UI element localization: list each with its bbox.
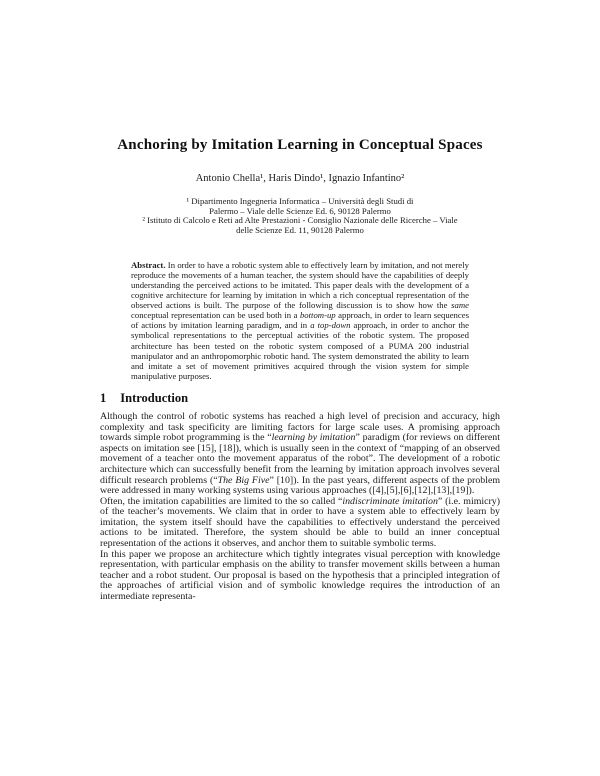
text-segment-italic: bottom-up — [299, 310, 336, 321]
affiliation-line: delle Scienze Ed. 11, 90128 Palermo — [236, 225, 364, 236]
text-segment: ” paradigm (for reviews on different aspects on imitation see [15], [18]), which is usually seen in the context of “mapping of an observed movement of a teacher onto the movement apparatus of the robot”. The development of a robotic architecture which can successfully benefit from the learning by imitation approach involves several difficult research problems (“ — [100, 432, 500, 486]
affiliation-line: ¹ Dipartimento Ingegneria Informatica – Università degli Studi di — [186, 196, 414, 206]
affiliation-line: Palermo – Viale delle Scienze Ed. 6, 90128 Palermo — [209, 205, 391, 216]
abstract-label: Abstract. — [131, 259, 166, 270]
intro-paragraph-2 — [100, 497, 500, 550]
intro-paragraph-1 — [100, 412, 500, 497]
text-segment: approach, in order to learn sequences of actions by imitation learning paradigm, and in — [131, 310, 469, 331]
abstract-block — [131, 260, 469, 381]
text-segment: Although the control of robotic systems has reached a high level of precision and accuracy, high complexity and task specificity are limiting factors for large scale uses. A promising approach towards simple robot programming is the “ — [100, 410, 500, 444]
section-heading-introduction — [100, 391, 500, 406]
text-segment: In this paper we propose an architecture which tightly integrates visual perception with knowledge representation, with particular emphasis on the ability to transfer movement skills between a human teacher and a robot student. Our proposal is based on the hypothesis that a principled integration of the approaches of artificial vision and of symbolic knowledge requires the introduction of an intermediate representa- — [100, 548, 500, 603]
authors-line: Antonio Chella¹, Haris Dindo¹, Ignazio Infantino² — [195, 173, 405, 184]
affiliations-block — [100, 197, 500, 236]
text-segment-italic: a top-down — [310, 320, 351, 331]
affiliation-line: ² Istituto di Calcolo e Reti ad Alte Prestazioni - Consiglio Nazionale delle Ricerche – Viale — [142, 215, 458, 226]
text-segment-italic: The Big Five — [217, 474, 270, 486]
text-segment: In order to have a robotic system able to effectively learn by imitation, and not merely reproduce the movements of a human teacher, the system should have the capabilities of deeply understanding the perceived actions to be imitated. This paper deals with the development of a cognitive architecture for learning by imitation in which a rich conceptual representation of the observed actions is built. The purpose of the following discussion is to show how the — [131, 259, 469, 311]
text-segment-italic: same — [451, 300, 469, 311]
intro-paragraph-3 — [100, 550, 500, 603]
section-title: Introduction — [120, 390, 189, 405]
text-segment: Often, the imitation capabilities are limited to the so called “ — [100, 495, 343, 507]
section-number: 1 — [100, 390, 107, 405]
text-segment-italic: indiscriminate imitation — [342, 495, 438, 507]
text-segment: approach, in order to anchor the symbolical representations to the perceptual activities of the robotic system. The proposed architecture has been tested on the robotic system composed of a PUMA 200 industrial manipulator and an anthropomorphic robotic hand. The system demonstrated the ability to learn and imitate a set of movement primitives acquired through the vision system for simple manipulative purposes. — [131, 320, 469, 381]
paper-title: Anchoring by Imitation Learning in Conceptual Spaces — [117, 137, 483, 153]
text-segment-italic: learning by imitation — [271, 432, 356, 444]
text-segment: ” (i.e. mimicry) of the teacher’s movements. We claim that in order to have a system able to effectively learn by imitation, the system itself should have the capabilities to effectively understand the perceived actions to be imitated. Therefore, the system should be able to build an inner conceptual representation of the actions it observes, and anchor them to suitable symbolic terms. — [100, 495, 501, 550]
text-segment: ” [10]). In the past years, different aspects of the problem were addressed in many working systems using various approaches ([4],[5],[6],[12],[13],[19]). — [100, 474, 501, 497]
text-segment: conceptual representation can be used both in a — [131, 310, 300, 321]
